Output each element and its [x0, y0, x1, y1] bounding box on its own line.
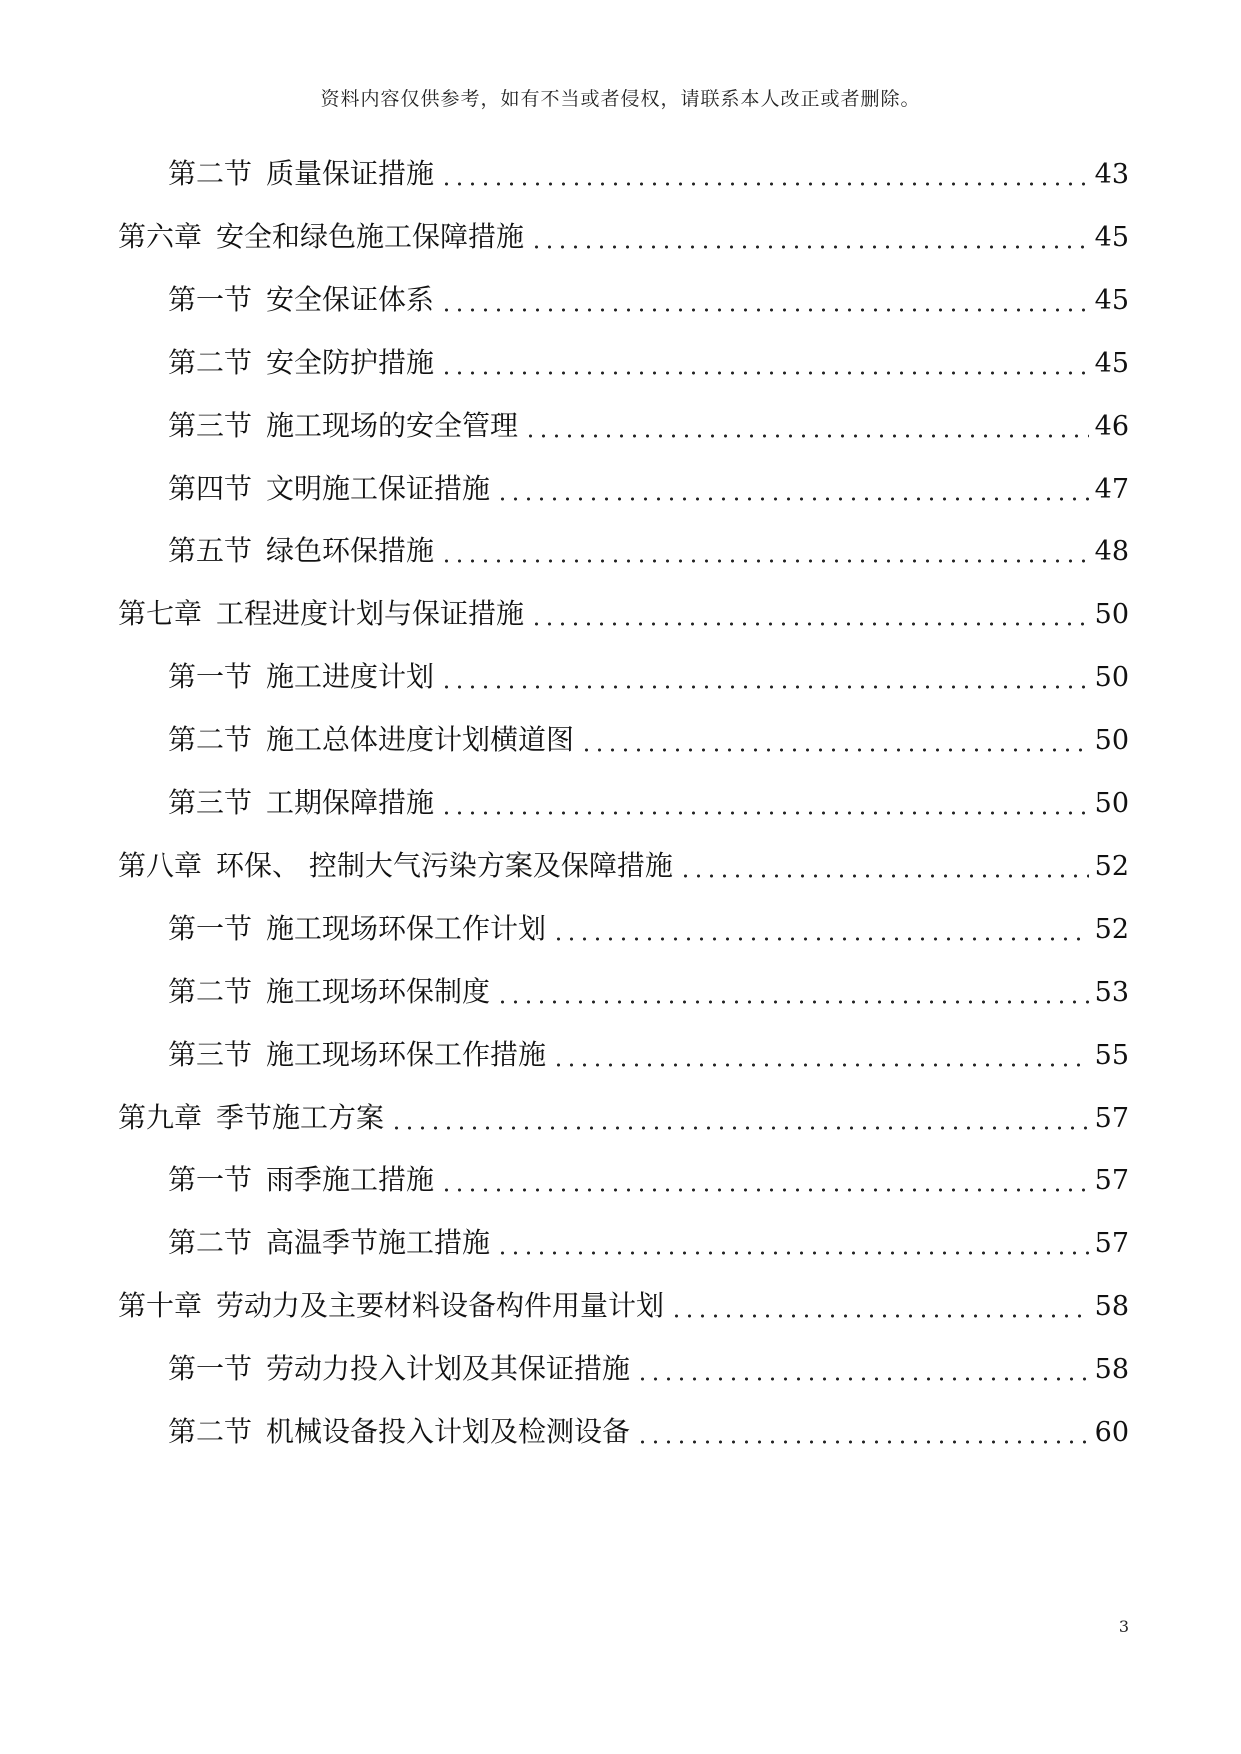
toc-entry-label: 第一节: [168, 912, 253, 945]
toc-entry-text: [168, 527, 434, 575]
toc-entry-title: 劳动力投入计划及其保证措施: [266, 1352, 631, 1385]
toc-section-entry[interactable]: [168, 150, 1129, 198]
toc-entry-text: [168, 716, 574, 764]
dot-leader: [530, 622, 1089, 626]
toc-entry-page-number: 50: [1094, 788, 1129, 819]
toc-entry-label: 第八章: [118, 849, 203, 882]
toc-entry-label: 第一节: [168, 283, 253, 316]
toc-entry-label: 第二节: [168, 1226, 253, 1259]
toc-section-entry[interactable]: [168, 1219, 1129, 1267]
toc-entry-page-number: 50: [1094, 662, 1129, 693]
toc-entry-page-number: 50: [1094, 599, 1129, 630]
toc-section-entry[interactable]: [168, 1345, 1129, 1393]
toc-section-entry[interactable]: [168, 1156, 1129, 1204]
toc-entry-title: 安全和绿色施工保障措施: [216, 220, 525, 253]
toc-entry-label: 第二节: [168, 346, 253, 379]
toc-entry-text: [168, 968, 490, 1016]
dot-leader: [440, 811, 1089, 815]
dot-leader: [530, 245, 1089, 249]
toc-entry-text: [118, 1282, 664, 1330]
toc-entry-title: 安全防护措施: [266, 346, 435, 379]
toc-entry-text: [168, 276, 434, 324]
toc-entry-page-number: 48: [1094, 536, 1129, 567]
dot-leader: [524, 434, 1089, 438]
toc-entry-title: 高温季节施工措施: [266, 1226, 491, 1259]
toc-entry-page-number: 45: [1094, 222, 1129, 253]
toc-entry-label: 第一节: [168, 660, 253, 693]
toc-entry-text: [118, 1094, 384, 1142]
toc-entry-page-number: 43: [1094, 159, 1129, 190]
dot-leader: [496, 497, 1089, 501]
toc-entry-label: 第三节: [168, 1038, 253, 1071]
toc-entry-text: [168, 905, 546, 953]
toc-section-entry[interactable]: [168, 1408, 1129, 1456]
toc-entry-title: 施工现场环保工作措施: [266, 1038, 547, 1071]
toc-entry-page-number: 52: [1094, 914, 1129, 945]
toc-entry-label: 第一节: [168, 1163, 253, 1196]
toc-entry-page-number: 57: [1094, 1103, 1129, 1134]
toc-entry-text: [168, 1219, 490, 1267]
toc-entry-label: 第三节: [168, 409, 253, 442]
toc-entry-text: [168, 1031, 546, 1079]
toc-entry-text: [118, 213, 524, 261]
toc-section-entry[interactable]: [168, 905, 1129, 953]
dot-leader: [440, 371, 1089, 375]
dot-leader: [636, 1377, 1089, 1381]
toc-chapter-entry[interactable]: [118, 590, 1129, 638]
toc-entry-title: 文明施工保证措施: [266, 472, 491, 505]
toc-entry-page-number: 46: [1094, 411, 1129, 442]
toc-entry-text: [118, 842, 673, 890]
dot-leader: [670, 1314, 1089, 1318]
toc-section-entry[interactable]: [168, 402, 1129, 450]
toc-entry-text: [168, 402, 518, 450]
dot-leader: [390, 1126, 1089, 1130]
toc-entry-label: 第二节: [168, 723, 253, 756]
toc-section-entry[interactable]: [168, 716, 1129, 764]
dot-leader: [679, 874, 1089, 878]
toc-entry-text: [168, 779, 434, 827]
toc-entry-text: [168, 150, 434, 198]
dot-leader: [496, 1251, 1089, 1255]
dot-leader: [496, 1000, 1089, 1004]
toc-section-entry[interactable]: [168, 339, 1129, 387]
toc-chapter-entry[interactable]: [118, 213, 1129, 261]
toc-entry-title: 工期保障措施: [266, 786, 435, 819]
toc-entry-text: [168, 1156, 434, 1204]
toc-entry-label: 第九章: [118, 1101, 203, 1134]
toc-entry-text: [118, 590, 524, 638]
toc-entry-title: 施工总体进度计划横道图: [266, 723, 575, 756]
page-number: 3: [1118, 1617, 1129, 1636]
toc-entry-title: 机械设备投入计划及检测设备: [266, 1415, 631, 1448]
toc-entry-text: [168, 653, 434, 701]
toc-entry-title: 质量保证措施: [266, 157, 435, 190]
toc-chapter-entry[interactable]: [118, 1282, 1129, 1330]
dot-leader: [440, 685, 1089, 689]
toc-entry-title: 施工现场环保工作计划: [266, 912, 547, 945]
dot-leader: [440, 182, 1089, 186]
disclaimer-header: 资料内容仅供参考，如有不当或者侵权，请联系本人改正或者删除。: [320, 88, 921, 110]
dot-leader: [440, 1188, 1089, 1192]
toc-entry-text: [168, 1408, 630, 1456]
toc-entry-label: 第二节: [168, 975, 253, 1008]
toc-entry-title: 季节施工方案: [216, 1101, 385, 1134]
toc-entry-text: [168, 339, 434, 387]
toc-entry-label: 第二节: [168, 157, 253, 190]
toc-section-entry[interactable]: [168, 653, 1129, 701]
toc-entry-label: 第七章: [118, 597, 203, 630]
toc-entry-page-number: 52: [1094, 851, 1129, 882]
toc-section-entry[interactable]: [168, 968, 1129, 1016]
toc-entry-title: 工程进度计划与保证措施: [216, 597, 525, 630]
dot-leader: [636, 1440, 1089, 1444]
toc-entry-label: 第二节: [168, 1415, 253, 1448]
toc-entry-page-number: 50: [1094, 725, 1129, 756]
toc-entry-label: 第三节: [168, 786, 253, 819]
toc-entry-page-number: 47: [1094, 474, 1129, 505]
toc-entry-title: 雨季施工措施: [266, 1163, 435, 1196]
toc-entry-label: 第一节: [168, 1352, 253, 1385]
toc-entry-label: 第五节: [168, 534, 253, 567]
toc-section-entry[interactable]: [168, 779, 1129, 827]
toc-entry-page-number: 57: [1094, 1165, 1129, 1196]
toc-entry-title: 环保、 控制大气污染方案及保障措施: [216, 849, 673, 882]
toc-section-entry[interactable]: [168, 1031, 1129, 1079]
toc-section-entry[interactable]: [168, 465, 1129, 513]
toc-entry-label: 第六章: [118, 220, 203, 253]
dot-leader: [580, 748, 1089, 752]
toc-entry-page-number: 53: [1094, 977, 1129, 1008]
toc-section-entry[interactable]: [168, 527, 1129, 575]
toc-entry-title: 施工现场的安全管理: [266, 409, 519, 442]
toc-entry-text: [168, 465, 490, 513]
toc-entry-title: 安全保证体系: [266, 283, 435, 316]
toc-entry-page-number: 57: [1094, 1228, 1129, 1259]
toc-chapter-entry[interactable]: [118, 842, 1129, 890]
toc-entry-page-number: 55: [1094, 1040, 1129, 1071]
dot-leader: [552, 937, 1089, 941]
toc-entry-page-number: 45: [1094, 348, 1129, 379]
dot-leader: [440, 308, 1089, 312]
toc-entry-text: [168, 1345, 630, 1393]
toc-entry-title: 绿色环保措施: [266, 534, 435, 567]
toc-entry-label: 第四节: [168, 472, 253, 505]
dot-leader: [440, 559, 1089, 563]
toc-chapter-entry[interactable]: [118, 1094, 1129, 1142]
dot-leader: [552, 1063, 1089, 1067]
toc-entry-title: 劳动力及主要材料设备构件用量计划: [216, 1289, 665, 1322]
toc-entry-page-number: 45: [1094, 285, 1129, 316]
toc-entry-label: 第十章: [118, 1289, 203, 1322]
toc-entry-page-number: 58: [1094, 1354, 1129, 1385]
toc-entry-title: 施工进度计划: [266, 660, 435, 693]
toc-entry-page-number: 58: [1094, 1291, 1129, 1322]
toc-entry-page-number: 60: [1094, 1417, 1129, 1448]
toc-entry-title: 施工现场环保制度: [266, 975, 491, 1008]
toc-section-entry[interactable]: [168, 276, 1129, 324]
